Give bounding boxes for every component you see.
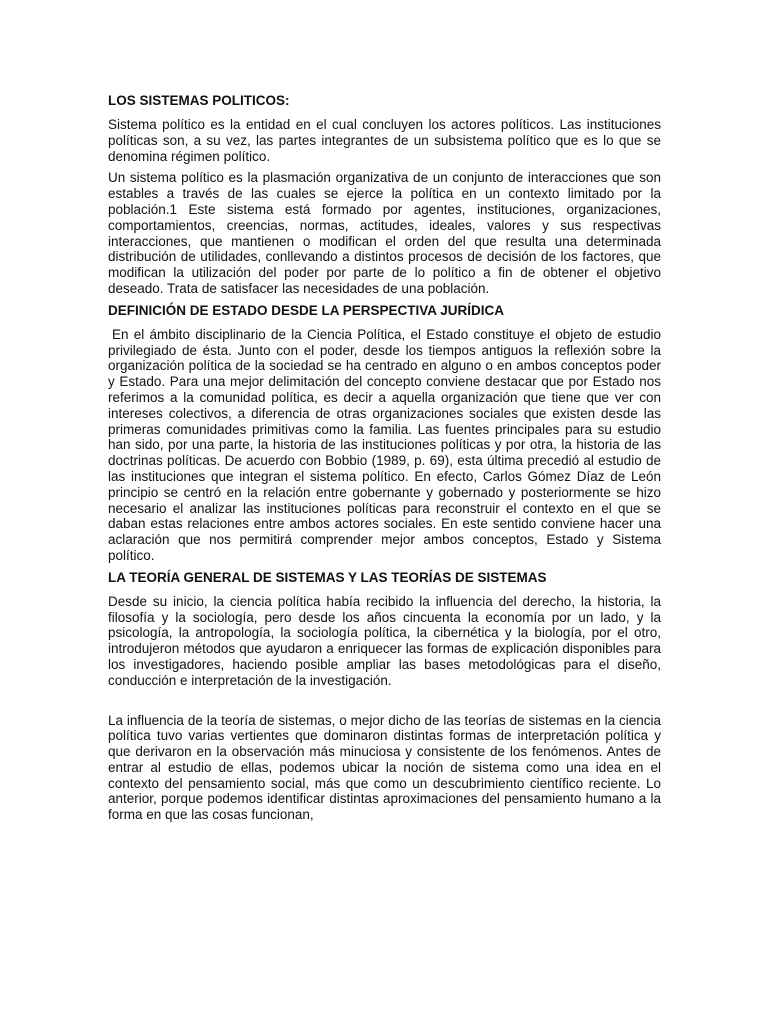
paragraph: En el ámbito disciplinario de la Ciencia Política, el Estado constituye el objeto de estudio privilegiado de ésta. Junto con el poder, desde los tiempos antiguos la reflexión sobre la organización política de la sociedad se ha centrado en alguno o en ambos conceptos poder y Estado. Para una mejor delimitación del concepto conviene destacar que por Estado nos referimos a la comunidad política, es decir a aquella organización que tiene que ver con intereses colectivos, a diferencia de otras organizaciones sociales que existen desde las primeras comunidades primitivas como la familia. Las fuentes principales para su estudio han sido, por una parte, la historia de las instituciones políticas y por otra, la historia de las doctrinas políticas. De acuerdo con Bobbio (1989, p. 69), esta última precedió al estudio de las instituciones que integran el sistema político. En efecto, Carlos Gómez Díaz de León principio se centró en la relación entre gobernante y gobernado y posteriormente se hizo necesario el analizar las instituciones políticas para reconstruir el contexto en el que se daban estas relaciones entre ambos actores sociales. En este sentido conviene hacer una aclaración que nos permitirá comprender mejor ambos conceptos, Estado y Sistema político. (108, 326, 661, 563)
paragraph: Un sistema político es la plasmación organizativa de un conjunto de interacciones que son estables a través de las cuales se ejerce la política en un contexto limitado por la población.1 Este sistema está formado por agentes, instituciones, organizaciones, comportamientos, creencias, normas, actitudes, ideales, valores y sus respectivas interacciones, que mantienen o modifican el orden del que resulta una determinada distribución de utilidades, conllevando a distintos procesos de decisión de los factores, que modifican la utilización del poder por parte de lo político a fin de obtener el objetivo deseado. Trata de satisfacer las necesidades de una población. (108, 170, 661, 296)
section-heading-sistemas-politicos: LOS SISTEMAS POLITICOS: (108, 93, 290, 108)
paragraph: La influencia de la teoría de sistemas, o mejor dicho de las teorías de sistemas en la ciencia política tuvo varias vertientes que dominaron distintas formas de interpretación política y que derivaron en la observación más minuciosa y consistente de los fenómenos. Antes de entrar al estudio de ellas, podemos ubicar la noción de sistema como una idea en el contexto del pensamiento social, más que como un descubrimiento científico reciente. Lo anterior, porque podemos identificar distintas aproximaciones del pensamiento humano a la forma en que las cosas funcionan, (108, 712, 661, 823)
paragraph: Desde su inicio, la ciencia política había recibido la influencia del derecho, la historia, la filosofía y la sociología, pero desde los años cincuenta la economía por un lado, y la psicología, la antropología, la sociología política, la cibernética y la biología, por el otro, introdujeron métodos que ayudaron a enriquecer las formas de explicación disponibles para los investigadores, haciendo posible ampliar las bases metodológicas para el diseño, conducción e interpretación de la investigación. (108, 593, 661, 688)
section-heading-teoria-sistemas: LA TEORÍA GENERAL DE SISTEMAS Y LAS TEORÍAS DE SISTEMAS (108, 569, 547, 585)
section-heading-definicion-estado: DEFINICIÓN DE ESTADO DESDE LA PERSPECTIVA JURÍDICA (108, 302, 505, 318)
paragraph: Sistema político es la entidad en el cual concluyen los actores políticos. Las instituciones políticas son, a su vez, las partes integrantes de un subsistema político que es lo que se denomina régimen político. (108, 117, 661, 164)
document-page (108, 93, 661, 829)
